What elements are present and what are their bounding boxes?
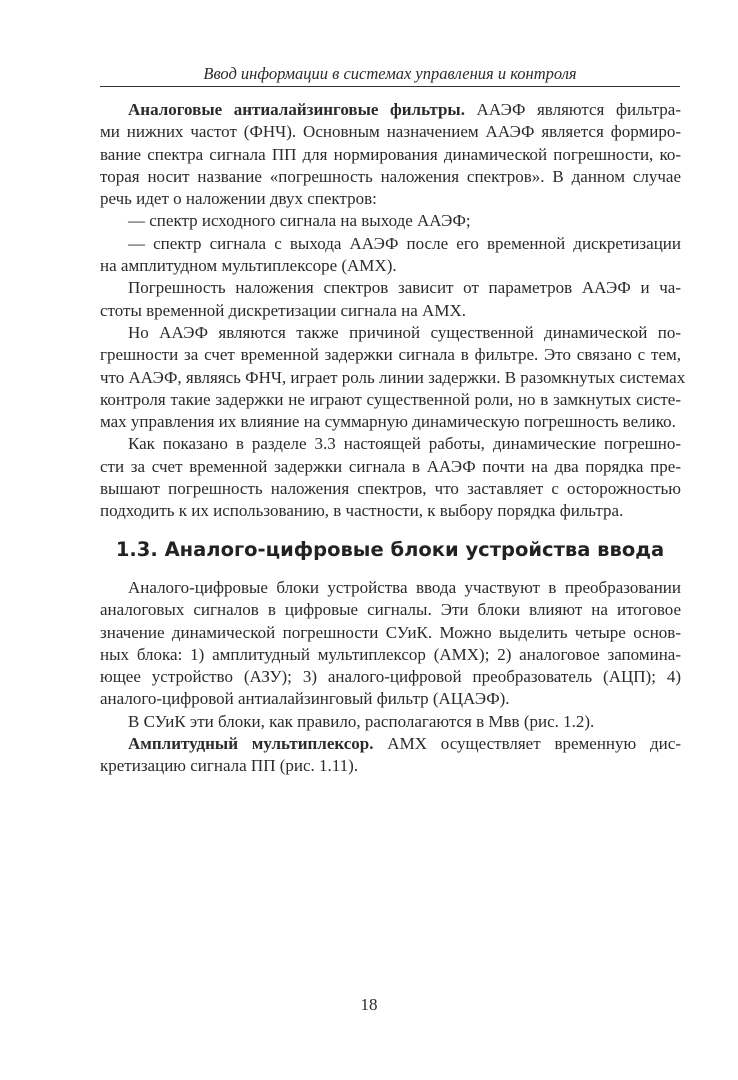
text-line: Но ААЭФ являются также причиной существенной динамической по- [128,322,681,342]
text-line: на амплитудном мультиплексоре (АМХ). [100,256,397,276]
text-line: ных блока: 1) амплитудный мультиплексор (АМХ); 2) аналоговое запомина- [100,644,681,664]
text-line: что ААЭФ, являясь ФНЧ, играет роль линии задержки. В разомкнутых системах [100,367,686,387]
text-line: вышают погрешность наложения спектров, что заставляет с осторожностью [100,479,681,499]
paragraph-section-ref [100,433,681,522]
text-line: речь идет о наложении двух спектров: [100,189,377,209]
text-line: мах управления их влияние на суммарную динамическую погрешность велико. [100,412,676,432]
text-line: ми нижних частот (ФНЧ). Основным назначением ААЭФ является формиро- [100,122,681,142]
list-item: — спектр исходного сигнала на выходе ААЭФ; [128,211,471,231]
paragraph-filters-intro [100,99,681,210]
text-line: контроля такие задержки не играют существенной роли, но в замкнутых систе- [100,389,681,409]
paragraph-delay [100,322,686,433]
paragraph-overlap-error [100,277,681,322]
list-item: — спектр сигнала с выхода ААЭФ после его временной дискретизации [128,233,681,253]
lead-term-filters: Аналоговые антиалайзинговые фильтры. [128,100,465,119]
section-heading: 1.3. Аналого-цифровые блоки устройства ввода [115,538,665,561]
text-line: сти за счет временной задержки сигнала в ААЭФ почти на два порядка пре- [100,456,681,476]
text-line: аналого-цифровой антиалайзинговый фильтр (АЦАЭФ). [100,689,510,709]
text-line: ААЭФ являются фильтра- [464,100,681,119]
text-line: стоты временной дискретизации сигнала на АМХ. [100,300,466,320]
running-header: Ввод информации в системах управления и контроля [203,64,577,83]
text-line: кретизацию сигнала ПП (рис. 1.11). [100,756,359,776]
lead-term-multiplexer: Амплитудный мультиплексор. [128,734,374,754]
text-line: Как показано в разделе 3.3 настоящей работы, динамические погрешно- [128,434,681,454]
text-line: значение динамической погрешности СУиК. Можно выделить четыре основ- [100,622,681,642]
list-spectra [100,210,681,277]
text-line: Аналого-цифровые блоки устройства ввода участвуют в преобразовании [128,578,681,597]
text-line: подходить к их использованию, в частности, к выбору порядка фильтра. [100,501,624,521]
paragraph-adc-blocks [100,577,681,711]
text-line: ющее устройство (АЗУ); 3) аналого-цифровой преобразователь (АЦП); 4) [100,667,681,687]
paragraph-multiplexer [100,733,681,778]
text-line: Погрешность наложения спектров зависит от параметров ААЭФ и ча- [128,278,681,298]
adc-section [100,577,681,778]
text-line: грешности за счет временной задержки сигнала в фильтре. Это связано с тем, [100,345,681,365]
filters-section [100,99,686,523]
text-line: вание спектра сигнала ПП для нормирования динамической погрешности, ко- [100,144,681,164]
page-number: 18 [360,995,378,1014]
text-line: В СУиК эти блоки, как правило, располагаются в Мвв (рис. 1.2). [128,711,595,731]
header-rule [100,86,680,87]
text-line: торая носит название «погрешность наложения спектров». В данном случае [100,166,681,186]
text-line: АМХ осуществляет временную дис- [373,734,681,754]
paragraph-placement [100,711,681,733]
text-line: аналоговых сигналов в цифровые сигналы. Эти блоки влияют на итоговое [100,600,681,620]
